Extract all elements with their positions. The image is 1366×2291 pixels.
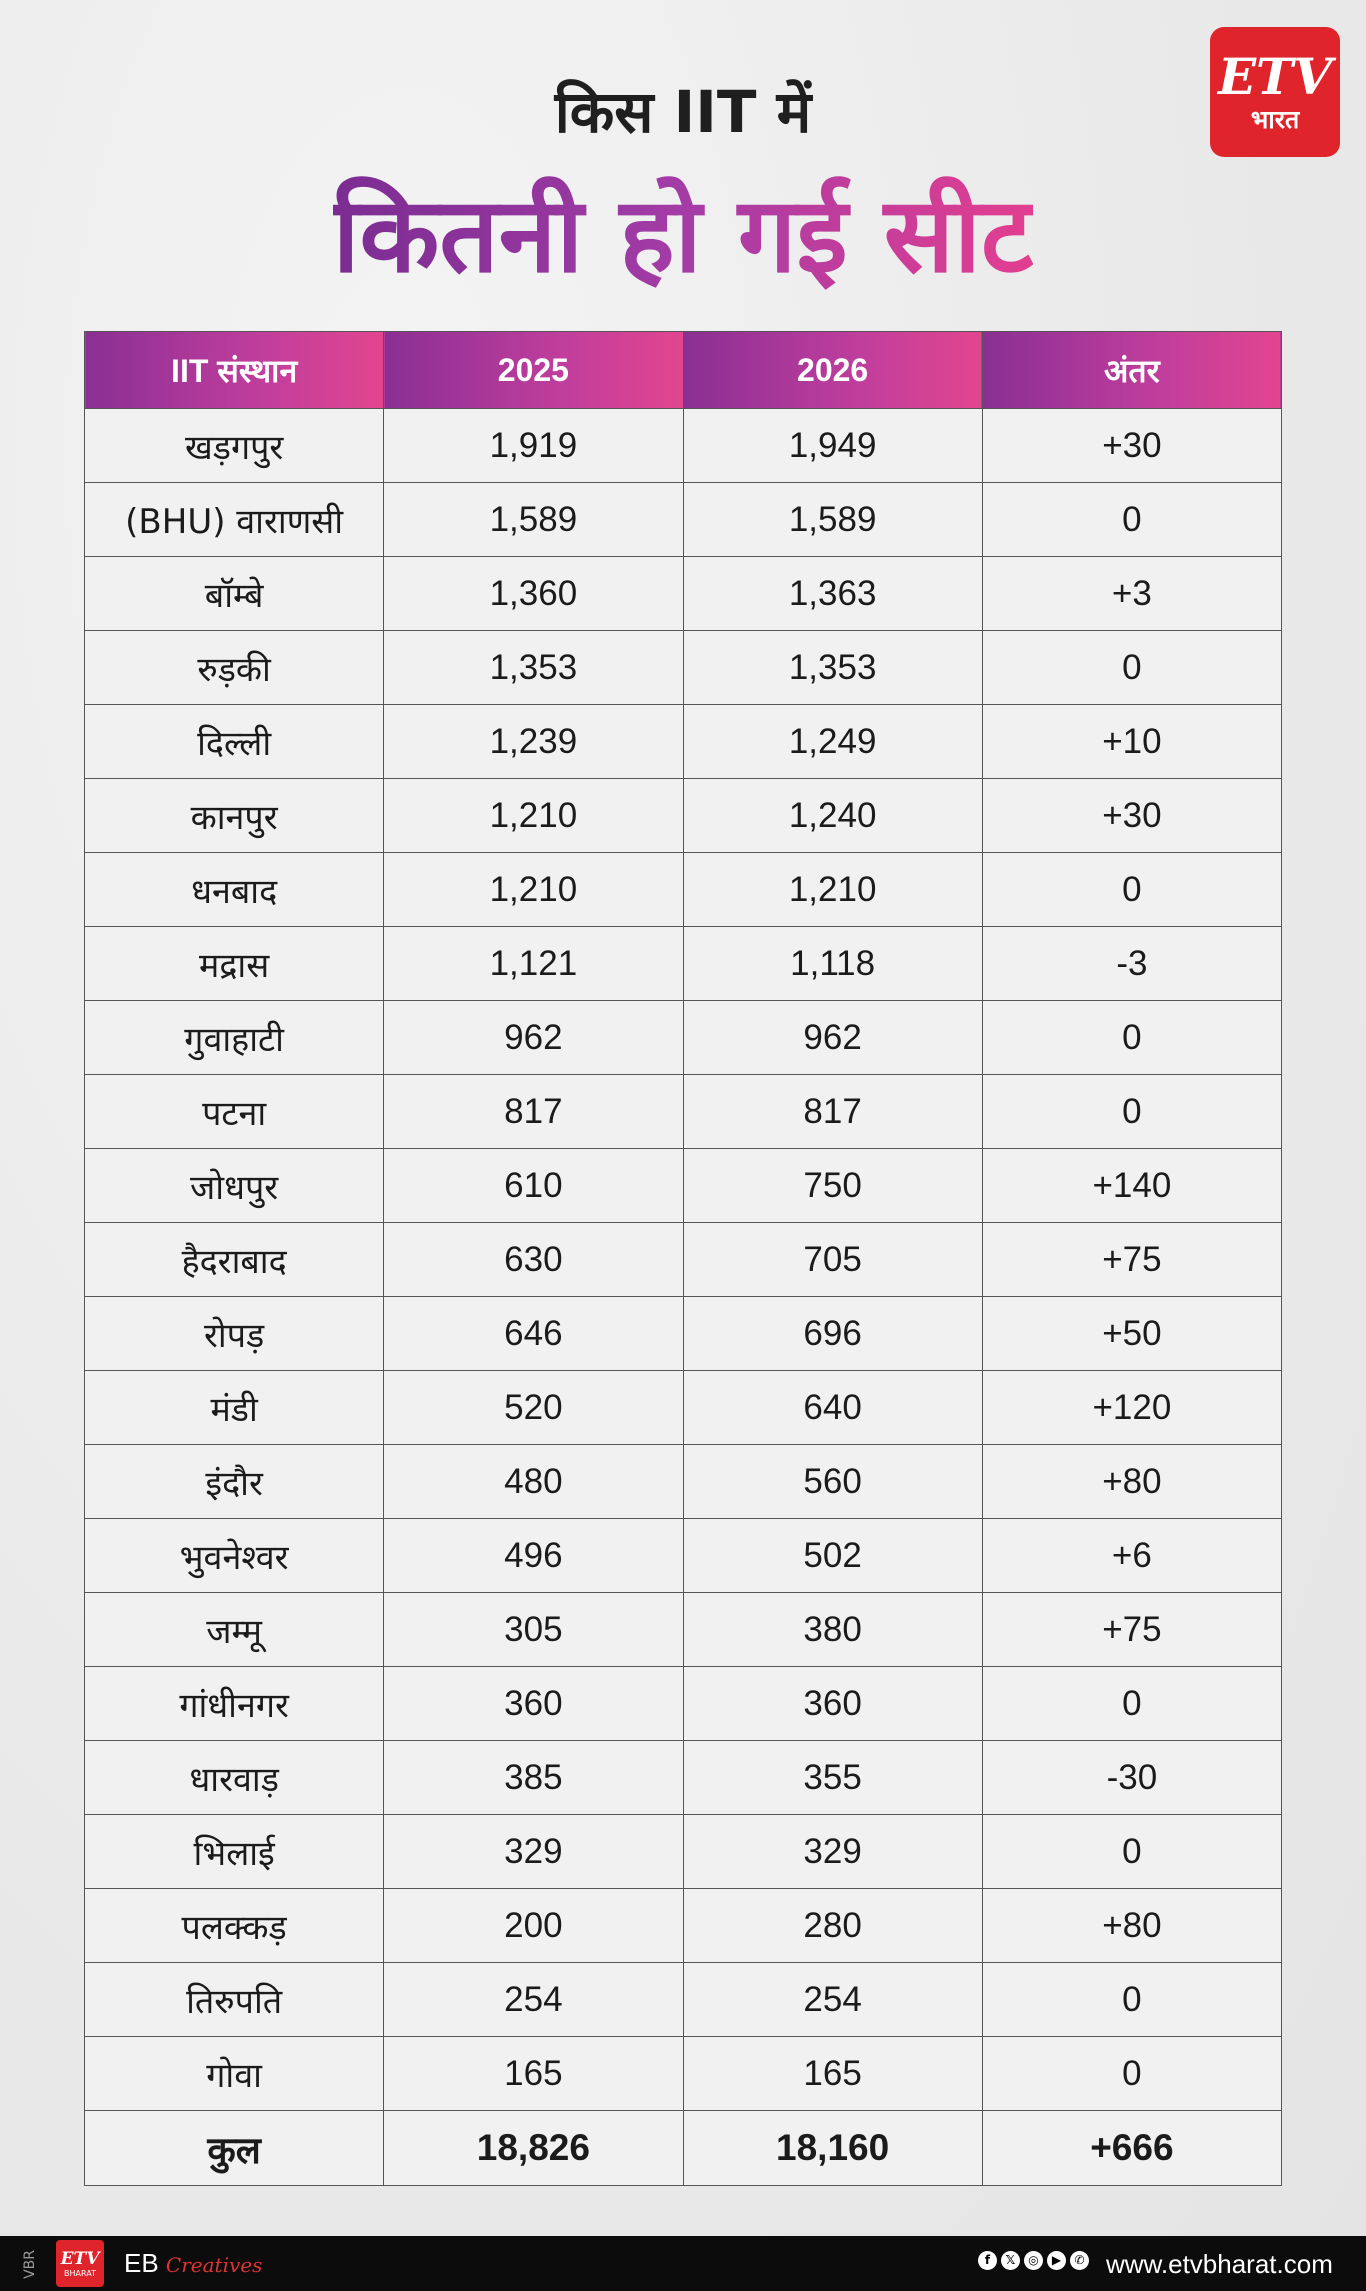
cell-institute: खड़गपुर [85, 409, 384, 483]
table-row [85, 779, 1282, 853]
table-row [85, 1075, 1282, 1149]
table-row [85, 1297, 1282, 1371]
table-row [85, 1741, 1282, 1815]
column-header-institute: IIT संस्थान [85, 332, 384, 409]
cell-seats-2026: 640 [683, 1371, 982, 1445]
cell-institute: दिल्ली [85, 705, 384, 779]
cell-institute: पटना [85, 1075, 384, 1149]
x-icon[interactable]: 𝕏 [1001, 2251, 1020, 2270]
logo-name: भारत [1250, 105, 1300, 134]
table-row [85, 483, 1282, 557]
column-header-difference: अंतर [982, 332, 1281, 409]
cell-institute: गोवा [85, 2037, 384, 2111]
youtube-icon[interactable]: ▶ [1047, 2251, 1066, 2270]
cell-seats-2026: 1,589 [683, 483, 982, 557]
footer-bar [0, 2236, 1366, 2291]
cell-seats-2026: 1,249 [683, 705, 982, 779]
footer-tag: VBR [22, 2250, 38, 2279]
table-header-row [85, 332, 1282, 409]
cell-institute: कानपुर [85, 779, 384, 853]
table-row [85, 1445, 1282, 1519]
cell-seats-2025: 1,589 [384, 483, 683, 557]
cell-seats-2025: 360 [384, 1667, 683, 1741]
cell-difference: -3 [982, 927, 1281, 1001]
instagram-icon[interactable]: ◎ [1024, 2251, 1043, 2270]
table-row [85, 1001, 1282, 1075]
cell-seats-2026: 962 [683, 1001, 982, 1075]
cell-difference: 0 [982, 483, 1281, 557]
cell-seats-2026: 329 [683, 1815, 982, 1889]
total-difference: +666 [982, 2111, 1281, 2186]
column-header-2026: 2026 [683, 332, 982, 409]
cell-institute: रुड़की [85, 631, 384, 705]
table-body [85, 409, 1282, 2186]
cell-difference: 0 [982, 1001, 1281, 1075]
cell-seats-2025: 1,121 [384, 927, 683, 1001]
footer-logo-brand: ETV [60, 2248, 100, 2269]
table-row [85, 2037, 1282, 2111]
cell-institute: इंदौर [85, 1445, 384, 1519]
whatsapp-icon[interactable]: ✆ [1070, 2251, 1089, 2270]
cell-seats-2026: 254 [683, 1963, 982, 2037]
cell-institute: मंडी [85, 1371, 384, 1445]
seats-table [84, 331, 1282, 2186]
cell-seats-2026: 817 [683, 1075, 982, 1149]
cell-difference: +80 [982, 1889, 1281, 1963]
cell-difference: +3 [982, 557, 1281, 631]
table-row [85, 1889, 1282, 1963]
cell-seats-2026: 560 [683, 1445, 982, 1519]
eb-label: EB [124, 2248, 159, 2278]
cell-institute: बॉम्बे [85, 557, 384, 631]
cell-institute: गुवाहाटी [85, 1001, 384, 1075]
cell-seats-2025: 520 [384, 1371, 683, 1445]
cell-seats-2026: 1,118 [683, 927, 982, 1001]
cell-institute: धनबाद [85, 853, 384, 927]
cell-difference: +10 [982, 705, 1281, 779]
cell-difference: 0 [982, 1815, 1281, 1889]
cell-institute: रोपड़ [85, 1297, 384, 1371]
cell-institute: जम्मू [85, 1593, 384, 1667]
cell-seats-2026: 1,353 [683, 631, 982, 705]
cell-institute: गांधीनगर [85, 1667, 384, 1741]
cell-institute: हैदराबाद [85, 1223, 384, 1297]
cell-seats-2026: 502 [683, 1519, 982, 1593]
cell-seats-2025: 962 [384, 1001, 683, 1075]
cell-difference: +140 [982, 1149, 1281, 1223]
cell-seats-2025: 1,210 [384, 853, 683, 927]
footer-logo-sub: BHARAT [64, 2268, 96, 2278]
cell-seats-2025: 305 [384, 1593, 683, 1667]
cell-seats-2026: 165 [683, 2037, 982, 2111]
table-row [85, 1223, 1282, 1297]
cell-seats-2025: 1,353 [384, 631, 683, 705]
cell-seats-2025: 817 [384, 1075, 683, 1149]
creatives-label: Creatives [165, 2253, 263, 2277]
cell-difference: +30 [982, 779, 1281, 853]
table-row [85, 1371, 1282, 1445]
cell-difference: 0 [982, 853, 1281, 927]
cell-seats-2025: 496 [384, 1519, 683, 1593]
table-row [85, 1149, 1282, 1223]
cell-institute: मद्रास [85, 927, 384, 1001]
cell-seats-2025: 329 [384, 1815, 683, 1889]
website-url[interactable]: www.etvbharat.com [1106, 2249, 1333, 2279]
cell-seats-2025: 1,360 [384, 557, 683, 631]
total-row [85, 2111, 1282, 2186]
table-row [85, 1519, 1282, 1593]
cell-seats-2026: 355 [683, 1741, 982, 1815]
cell-difference: +30 [982, 409, 1281, 483]
table-row [85, 927, 1282, 1001]
cell-seats-2026: 705 [683, 1223, 982, 1297]
table-row [85, 705, 1282, 779]
cell-seats-2026: 360 [683, 1667, 982, 1741]
social-icons [978, 2251, 1089, 2270]
cell-seats-2025: 630 [384, 1223, 683, 1297]
eb-creatives-label [124, 2248, 262, 2279]
facebook-icon[interactable]: f [978, 2251, 997, 2270]
cell-seats-2026: 380 [683, 1593, 982, 1667]
cell-difference: 0 [982, 1075, 1281, 1149]
cell-institute: भुवनेश्वर [85, 1519, 384, 1593]
cell-difference: 0 [982, 1963, 1281, 2037]
cell-seats-2025: 480 [384, 1445, 683, 1519]
table-row [85, 631, 1282, 705]
cell-institute: धारवाड़ [85, 1741, 384, 1815]
cell-institute: पलक्कड़ [85, 1889, 384, 1963]
cell-seats-2025: 385 [384, 1741, 683, 1815]
cell-difference: -30 [982, 1741, 1281, 1815]
cell-seats-2025: 610 [384, 1149, 683, 1223]
total-institute: कुल [85, 2111, 384, 2186]
page-title-text: कितनी हो गई सीट [332, 174, 1034, 296]
cell-seats-2026: 750 [683, 1149, 982, 1223]
cell-difference: +120 [982, 1371, 1281, 1445]
cell-seats-2025: 254 [384, 1963, 683, 2037]
cell-institute: (BHU) वाराणसी [85, 483, 384, 557]
page-subtitle: किस IIT में [554, 78, 812, 146]
column-header-2025: 2025 [384, 332, 683, 409]
table-row [85, 853, 1282, 927]
cell-difference: 0 [982, 631, 1281, 705]
cell-seats-2025: 165 [384, 2037, 683, 2111]
cell-seats-2026: 696 [683, 1297, 982, 1371]
cell-institute: जोधपुर [85, 1149, 384, 1223]
table-row [85, 1963, 1282, 2037]
logo-brand: ETV [1217, 47, 1333, 106]
page-title [0, 170, 1366, 300]
cell-difference: +75 [982, 1223, 1281, 1297]
cell-seats-2025: 1,919 [384, 409, 683, 483]
cell-institute: तिरुपति [85, 1963, 384, 2037]
footer-etv-logo [56, 2240, 104, 2287]
cell-seats-2025: 200 [384, 1889, 683, 1963]
cell-seats-2025: 1,210 [384, 779, 683, 853]
cell-seats-2026: 1,240 [683, 779, 982, 853]
cell-seats-2026: 1,949 [683, 409, 982, 483]
cell-difference: +6 [982, 1519, 1281, 1593]
total-seats-2026: 18,160 [683, 2111, 982, 2186]
cell-seats-2025: 1,239 [384, 705, 683, 779]
total-seats-2025: 18,826 [384, 2111, 683, 2186]
table-row [85, 557, 1282, 631]
cell-seats-2026: 1,363 [683, 557, 982, 631]
table-row [85, 1667, 1282, 1741]
cell-seats-2025: 646 [384, 1297, 683, 1371]
cell-difference: 0 [982, 2037, 1281, 2111]
cell-seats-2026: 1,210 [683, 853, 982, 927]
cell-seats-2026: 280 [683, 1889, 982, 1963]
table-row [85, 1593, 1282, 1667]
table-row [85, 409, 1282, 483]
cell-difference: 0 [982, 1667, 1281, 1741]
table-row [85, 1815, 1282, 1889]
cell-difference: +75 [982, 1593, 1281, 1667]
cell-difference: +50 [982, 1297, 1281, 1371]
cell-difference: +80 [982, 1445, 1281, 1519]
cell-institute: भिलाई [85, 1815, 384, 1889]
